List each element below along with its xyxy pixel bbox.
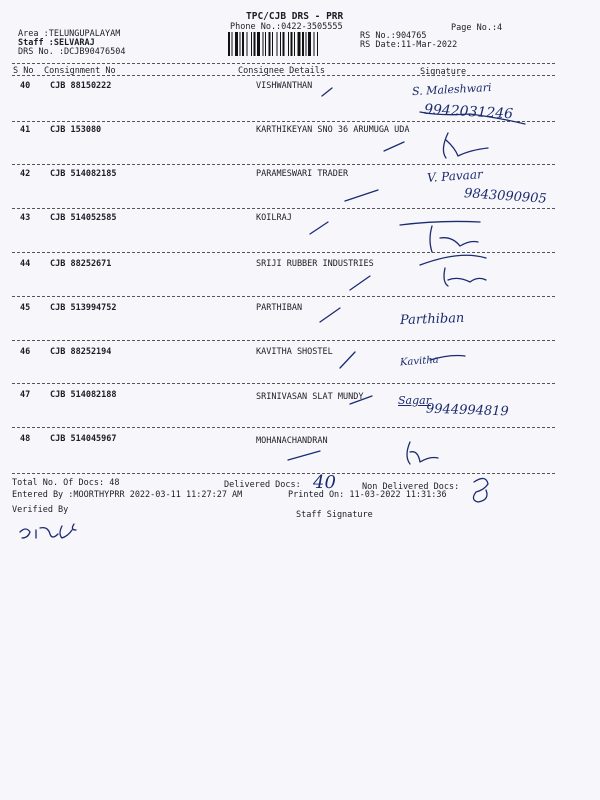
column-consignment: Consignment No <box>44 66 116 76</box>
consignment-number: CJB 513994752 <box>50 303 117 313</box>
handwritten-signature: Parthiban <box>399 310 465 329</box>
tick-mark <box>384 142 404 151</box>
row-number: 44 <box>20 259 31 269</box>
delivered-docs-label: Delivered Docs: <box>224 480 301 490</box>
consignment-number: CJB 514052585 <box>50 213 117 223</box>
consignment-number: CJB 153080 <box>50 125 102 135</box>
staff-label: Staff :SELVARAJ <box>18 38 95 48</box>
row-number: 46 <box>20 347 31 357</box>
consignment-number: CJB 88252671 <box>50 259 112 269</box>
row-number: 45 <box>20 303 31 313</box>
consignment-number: CJB 514082185 <box>50 169 117 179</box>
consignee-name: KAVITHA SHOSTEL <box>256 347 333 357</box>
consignment-number: CJB 514082188 <box>50 390 117 400</box>
row-number: 47 <box>20 390 31 400</box>
column-signature: Signature <box>420 67 467 77</box>
tick-mark <box>340 352 355 368</box>
signature-scribble <box>443 133 488 158</box>
area-label: Area :TELUNGUPALAYAM <box>18 29 121 39</box>
consignee-name: KOILRAJ <box>256 213 292 223</box>
signature-scribble <box>430 356 465 361</box>
tick-mark <box>310 222 328 234</box>
row-number: 43 <box>20 213 31 223</box>
signature-scribble <box>420 112 525 124</box>
delivered-count: 40 <box>313 472 336 493</box>
signature-scribble <box>400 221 480 252</box>
tick-mark <box>350 396 372 404</box>
tick-mark <box>320 308 340 322</box>
signature-scribble <box>407 442 438 464</box>
row-number: 42 <box>20 169 31 179</box>
rs-date: RS Date:11-Mar-2022 <box>360 40 458 50</box>
handwritten-name: V. Pavaar <box>426 167 484 185</box>
phone-number: Phone No.:0422-3505555 <box>230 22 343 32</box>
handwritten-name: S. Maleshwari <box>411 80 492 99</box>
column-consignee: Consignee Details <box>238 66 325 76</box>
staff-signature-label: Staff Signature <box>296 510 373 520</box>
non-delivered-docs-label: Non Delivered Docs: <box>362 482 460 492</box>
drs-number: DRS No. :DCJB90476504 <box>18 47 126 57</box>
consignee-name: KARTHIKEYAN SNO 36 ARUMUGA UDA <box>256 125 410 135</box>
entered-by: Entered By :MOORTHYPRR 2022-03-11 11:27:27 AM <box>12 490 243 500</box>
row-number: 40 <box>20 81 31 91</box>
verified-signature <box>20 524 76 538</box>
handwritten-phone: 9942031246 <box>423 101 514 123</box>
tick-mark <box>345 190 378 201</box>
handwritten-signature: Kavitha <box>399 354 440 369</box>
tick-mark <box>322 88 332 96</box>
handwritten-phone: 9843090905 <box>463 186 548 207</box>
printed-on: Printed On: 11-03-2022 11:31:36 <box>288 490 447 500</box>
row-number: 48 <box>20 434 31 444</box>
tick-mark <box>350 276 370 290</box>
verified-by-label: Verified By <box>12 505 69 515</box>
consignee-name: MOHANACHANDRAN <box>256 436 328 446</box>
consignee-name: PARAMESWARI TRADER <box>256 169 349 179</box>
consignee-name: SRINIVASAN SLAT MUNDY <box>256 392 364 402</box>
handwritten-phone: 9944994819 <box>425 401 509 420</box>
consignee-name: SRIJI RUBBER INDUSTRIES <box>256 259 374 269</box>
consignee-name: VISHWANTHAN <box>256 81 313 91</box>
total-docs: Total No. Of Docs: 48 <box>12 478 120 488</box>
consignment-number: CJB 88150222 <box>50 81 112 91</box>
non-delivered-count <box>476 474 487 495</box>
rs-number: RS No.:904765 <box>360 31 427 41</box>
tick-mark <box>288 451 320 460</box>
page-number: Page No.:4 <box>451 23 503 33</box>
document-title: TPC/CJB DRS - PRR <box>246 11 344 22</box>
consignment-number: CJB 514045967 <box>50 434 117 444</box>
consignment-number: CJB 88252194 <box>50 347 112 357</box>
column-sno: S No <box>13 66 34 76</box>
consignee-name: PARTHIBAN <box>256 303 303 313</box>
row-number: 41 <box>20 125 31 135</box>
handwritten-signature: Sagar <box>398 394 431 407</box>
signature-scribble <box>420 255 486 286</box>
